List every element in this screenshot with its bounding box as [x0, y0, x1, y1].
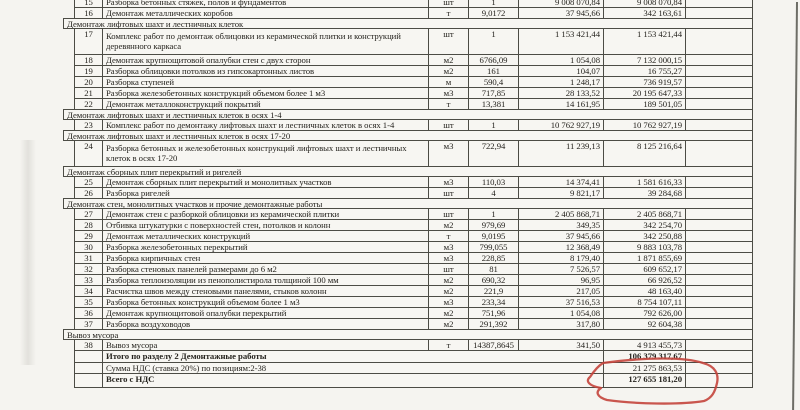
unit-cell: шт — [428, 188, 468, 198]
unit-price-cell: 9 008 070,84 — [518, 0, 603, 7]
row-number-cell: 22 — [74, 99, 102, 109]
description-cell: Разборка ступеней — [102, 77, 428, 87]
empty-cell — [685, 220, 753, 230]
row-number-cell: 33 — [74, 275, 102, 285]
quantity-cell: 979,69 — [468, 220, 518, 230]
unit-cell: м2 — [428, 308, 468, 318]
description-cell: Разборка железобетонных перекрытий — [102, 242, 428, 252]
empty-cell — [685, 286, 753, 296]
table-row — [74, 177, 753, 188]
unit-cell: м3 — [428, 88, 468, 98]
table-row — [74, 8, 753, 19]
row-number-cell: 25 — [74, 177, 102, 187]
description-cell: Разборка железобетонных конструкций объемом более 1 м3 — [102, 88, 428, 98]
table-row — [74, 231, 753, 242]
empty-cell — [685, 77, 753, 87]
unit-price-cell: 1 054,08 — [518, 308, 603, 318]
row-number-cell: 23 — [74, 120, 102, 130]
row-number-cell: 18 — [74, 55, 102, 65]
row-number-cell: 16 — [74, 8, 102, 18]
empty-cell — [685, 319, 753, 329]
empty-cell — [685, 308, 753, 318]
description-cell: Демонтаж крупнощитовой опалубки стен с двух сторон — [102, 55, 428, 65]
unit-cell: т — [428, 8, 468, 18]
quantity-cell: 6766,09 — [468, 55, 518, 65]
empty-cell — [685, 275, 753, 285]
unit-price-cell: 341,50 — [518, 340, 603, 350]
description-cell: Комплекс работ по демонтаж облицовки из керамической плитки и конструкций деревянного каркаса — [102, 29, 428, 54]
row-number-cell — [74, 374, 102, 387]
unit-cell: шт — [428, 209, 468, 219]
quantity-cell: 717,85 — [468, 88, 518, 98]
total-cell: 736 919,57 — [603, 77, 685, 87]
row-number-cell: 35 — [74, 297, 102, 307]
unit-price-cell: 96,95 — [518, 275, 603, 285]
row-number-cell: 28 — [74, 220, 102, 230]
empty-cell — [685, 8, 753, 18]
quantity-cell: 14387,8645 — [468, 340, 518, 350]
unit-cell: м2 — [428, 220, 468, 230]
total-cell: 8 754 107,11 — [603, 297, 685, 307]
table-row — [74, 77, 753, 88]
unit-price-cell: 37 945,66 — [518, 8, 603, 18]
total-cell: 10 762 927,19 — [603, 120, 685, 130]
unit-price-cell: 28 133,52 — [518, 88, 603, 98]
description-cell: Демонтаж крупнощитовой опалубки перекрытий — [102, 308, 428, 318]
unit-cell: м3 — [428, 297, 468, 307]
row-number-cell: 24 — [74, 141, 102, 166]
unit-price-cell: 104,07 — [518, 66, 603, 76]
table-row — [74, 275, 753, 286]
summary-label-cell: Итого по разделу 2 Демонтажные работы — [102, 351, 603, 362]
empty-cell — [685, 55, 753, 65]
total-cell: 609 652,17 — [603, 264, 685, 274]
section-title: Демонтаж лифтовых шахт и лестничных клеток — [67, 19, 244, 28]
unit-cell: м3 — [428, 242, 468, 252]
table-row — [74, 209, 753, 220]
section-title: Демонтаж лифтовых шахт и лестничных клеток в осях 17-20 — [67, 131, 291, 140]
description-cell: Вывоз мусора — [102, 340, 428, 350]
summary-label-cell: Сумма НДС (ставка 20%) по позициям:2-38 — [102, 363, 603, 373]
unit-price-cell: 14 374,41 — [518, 177, 603, 187]
row-number-cell — [74, 351, 102, 362]
quantity-cell: 722,94 — [468, 141, 518, 166]
total-cell: 342 250,88 — [603, 231, 685, 241]
section-title: Демонтаж стен, монолитных участков и прочие демонтажные работы — [67, 199, 323, 208]
total-cell: 66 926,52 — [603, 275, 685, 285]
description-cell: Разборка бетонных конструкций объемом более 1 м3 — [102, 297, 428, 307]
row-number-cell: 26 — [74, 188, 102, 198]
table-row — [74, 120, 753, 131]
unit-cell: т — [428, 231, 468, 241]
row-number-cell — [74, 363, 102, 373]
section-title: Демонтаж лифтовых шахт и лестничных клеток в осях 1-4 — [67, 110, 282, 119]
section-header-row — [63, 329, 753, 340]
quantity-cell: 799,055 — [468, 242, 518, 252]
row-number-cell: 36 — [74, 308, 102, 318]
empty-cell — [685, 297, 753, 307]
empty-cell — [685, 209, 753, 219]
total-cell: 792 626,00 — [603, 308, 685, 318]
description-cell: Разборка бетонных и железобетонных конструкций лифтовых шахт и лестничных клеток в осях 17-20 — [102, 141, 428, 166]
table-row — [74, 264, 753, 275]
description-cell: Разборка теплоизоляции из пенополистирола толщиной 100 мм — [102, 275, 428, 285]
row-number-cell: 15 — [74, 0, 102, 7]
row-number-cell: 29 — [74, 231, 102, 241]
unit-cell: м2 — [428, 66, 468, 76]
unit-price-cell: 10 762 927,19 — [518, 120, 603, 130]
total-cell: 39 284,68 — [603, 188, 685, 198]
empty-cell — [685, 0, 753, 7]
empty-cell — [685, 99, 753, 109]
description-cell: Разборка ригелей — [102, 188, 428, 198]
unit-cell: м2 — [428, 275, 468, 285]
row-number-cell: 32 — [74, 264, 102, 274]
table-row — [74, 242, 753, 253]
unit-cell: м — [428, 77, 468, 87]
row-number-cell: 31 — [74, 253, 102, 263]
total-cell: 92 604,38 — [603, 319, 685, 329]
unit-price-cell: 8 179,40 — [518, 253, 603, 263]
unit-cell: т — [428, 340, 468, 350]
empty-cell — [685, 88, 753, 98]
total-cell: 189 501,05 — [603, 99, 685, 109]
scan-streak — [20, 140, 36, 365]
row-number-cell: 37 — [74, 319, 102, 329]
quantity-cell: 13,381 — [468, 99, 518, 109]
total-cell: 127 655 181,20 — [603, 374, 685, 387]
row-number-cell: 30 — [74, 242, 102, 252]
empty-cell — [685, 141, 753, 166]
quantity-cell: 590,4 — [468, 77, 518, 87]
table-row — [74, 253, 753, 264]
summary-label-cell: Всего с НДС — [102, 374, 603, 387]
empty-cell — [685, 253, 753, 263]
table-row — [74, 286, 753, 297]
empty-cell — [685, 242, 753, 252]
total-cell: 9 008 070,84 — [603, 0, 685, 7]
unit-cell: шт — [428, 264, 468, 274]
total-cell: 48 163,40 — [603, 286, 685, 296]
description-cell: Разборка кирпичных стен — [102, 253, 428, 263]
total-cell: 2 405 868,71 — [603, 209, 685, 219]
row-number-cell: 27 — [74, 209, 102, 219]
total-cell: 1 871 855,69 — [603, 253, 685, 263]
quantity-cell: 751,96 — [468, 308, 518, 318]
description-cell: Демонтаж сборных плит перекрытий и монолитных участков — [102, 177, 428, 187]
unit-cell: шт — [428, 120, 468, 130]
section-title: Вывоз мусора — [67, 330, 119, 339]
empty-cell — [685, 264, 753, 274]
unit-cell: м3 — [428, 177, 468, 187]
description-cell: Разборка бетонных стяжек, полов и фундаментов — [102, 0, 428, 7]
section-header-row — [63, 130, 753, 141]
description-cell: Расчистка швов между стеновыми панелями, стыков колонн — [102, 286, 428, 296]
quantity-cell: 221,9 — [468, 286, 518, 296]
quantity-cell: 81 — [468, 264, 518, 274]
total-cell: 16 755,27 — [603, 66, 685, 76]
section-header-row — [63, 166, 753, 177]
empty-cell — [685, 177, 753, 187]
unit-price-cell: 1 153 421,44 — [518, 29, 603, 54]
unit-price-cell: 1 054,08 — [518, 55, 603, 65]
quantity-cell: 4 — [468, 188, 518, 198]
unit-price-cell: 317,80 — [518, 319, 603, 329]
unit-cell: м3 — [428, 253, 468, 263]
unit-cell: т — [428, 99, 468, 109]
unit-price-cell: 2 405 868,71 — [518, 209, 603, 219]
quantity-cell: 1 — [468, 0, 518, 7]
unit-cell: м2 — [428, 319, 468, 329]
section-header-row — [63, 198, 753, 209]
unit-cell: м2 — [428, 286, 468, 296]
row-number-cell: 20 — [74, 77, 102, 87]
unit-price-cell: 37 945,66 — [518, 231, 603, 241]
row-number-cell: 19 — [74, 66, 102, 76]
total-cell: 4 913 455,73 — [603, 340, 685, 350]
quantity-cell: 9,0172 — [468, 8, 518, 18]
unit-cell: шт — [428, 0, 468, 7]
row-number-cell: 17 — [74, 29, 102, 54]
quantity-cell: 291,392 — [468, 319, 518, 329]
description-cell: Комплекс работ по демонтажу лифтовых шахт и лестничных клеток в осях 1-4 — [102, 120, 428, 130]
description-cell: Разборка облицовки потолков из гипсокартонных листов — [102, 66, 428, 76]
total-cell: 8 125 216,64 — [603, 141, 685, 166]
empty-cell — [685, 29, 753, 54]
table-row — [74, 141, 753, 167]
table-row — [74, 0, 753, 8]
quantity-cell: 9,0195 — [468, 231, 518, 241]
total-cell: 342 254,70 — [603, 220, 685, 230]
total-cell: 1 581 616,33 — [603, 177, 685, 187]
total-cell: 1 153 421,44 — [603, 29, 685, 54]
description-cell: Демонтаж стен с разборкой облицовки из керамической плитки — [102, 209, 428, 219]
unit-price-cell: 37 516,53 — [518, 297, 603, 307]
total-cell: 9 883 103,78 — [603, 242, 685, 252]
quantity-cell: 233,34 — [468, 297, 518, 307]
total-cell: 342 163,61 — [603, 8, 685, 18]
table-row — [74, 297, 753, 308]
quantity-cell: 110,03 — [468, 177, 518, 187]
table-row — [74, 220, 753, 231]
description-cell: Демонтаж металлоконструкций покрытий — [102, 99, 428, 109]
quantity-cell: 161 — [468, 66, 518, 76]
section-title: Демонтаж сборных плит перекрытий и ригелей — [67, 167, 242, 176]
red-circle-annotation — [572, 348, 732, 410]
unit-cell: м2 — [428, 55, 468, 65]
table-row — [74, 308, 753, 319]
red-circle-path — [588, 359, 718, 404]
quantity-cell: 1 — [468, 209, 518, 219]
quantity-cell: 228,85 — [468, 253, 518, 263]
total-cell: 20 195 647,33 — [603, 88, 685, 98]
page-edge-line — [792, 2, 797, 410]
section-header-row — [63, 18, 753, 29]
description-cell: Демонтаж металлических конструкций — [102, 231, 428, 241]
table-row — [74, 66, 753, 77]
unit-cell: м3 — [428, 141, 468, 166]
unit-price-cell: 14 161,95 — [518, 99, 603, 109]
row-number-cell: 21 — [74, 88, 102, 98]
unit-price-cell: 349,35 — [518, 220, 603, 230]
total-cell: 7 132 000,15 — [603, 55, 685, 65]
table-row — [74, 88, 753, 99]
description-cell: Разборка воздуховодов — [102, 319, 428, 329]
total-cell: 21 275 863,53 — [603, 363, 685, 373]
table-row — [74, 29, 753, 55]
empty-cell — [685, 66, 753, 76]
total-cell: 106 379 317,67 — [603, 351, 685, 362]
table-row — [74, 319, 753, 330]
unit-price-cell: 7 526,57 — [518, 264, 603, 274]
quantity-cell: 1 — [468, 120, 518, 130]
row-number-cell: 38 — [74, 340, 102, 350]
empty-cell — [685, 120, 753, 130]
quantity-cell: 1 — [468, 29, 518, 54]
description-cell: Разборка стеновых панелей размерами до 6 м2 — [102, 264, 428, 274]
quantity-cell: 690,32 — [468, 275, 518, 285]
description-cell: Демонтаж металлических коробов — [102, 8, 428, 18]
unit-price-cell: 9 821,17 — [518, 188, 603, 198]
unit-cell: шт — [428, 29, 468, 54]
empty-cell — [685, 188, 753, 198]
row-number-cell: 34 — [74, 286, 102, 296]
description-cell: Отбивка штукатурки с поверхностей стен, потолков и колонн — [102, 220, 428, 230]
unit-price-cell: 1 248,17 — [518, 77, 603, 87]
empty-cell — [685, 231, 753, 241]
table-row — [74, 99, 753, 110]
table-row — [74, 55, 753, 66]
unit-price-cell: 12 368,49 — [518, 242, 603, 252]
unit-price-cell: 11 239,13 — [518, 141, 603, 166]
unit-price-cell: 217,05 — [518, 286, 603, 296]
table-row — [74, 188, 753, 199]
section-header-row — [63, 109, 753, 120]
estimate-table — [63, 0, 753, 388]
